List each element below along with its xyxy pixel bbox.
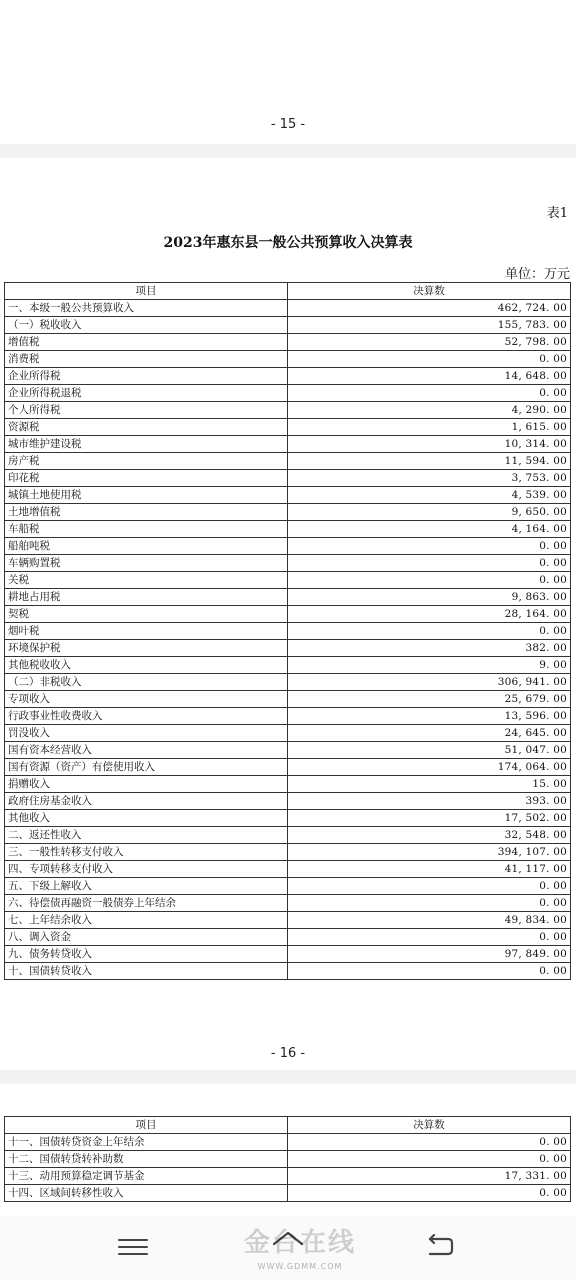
table-row xyxy=(5,402,571,419)
row-value: 0. 00 xyxy=(288,555,571,572)
row-value: 4, 539. 00 xyxy=(288,487,571,504)
row-value: 10, 314. 00 xyxy=(288,436,571,453)
row-item: 政府住房基金收入 xyxy=(5,793,288,810)
row-item: 企业所得税退税 xyxy=(5,385,288,402)
header-value: 决算数 xyxy=(288,1117,571,1134)
table-row xyxy=(5,606,571,623)
row-item: 国有资本经营收入 xyxy=(5,742,288,759)
table-header-row xyxy=(5,1117,571,1134)
row-value: 394, 107. 00 xyxy=(288,844,571,861)
row-value: 3, 753. 00 xyxy=(288,470,571,487)
row-value: 382. 00 xyxy=(288,640,571,657)
table-row xyxy=(5,1168,571,1185)
table-row xyxy=(5,555,571,572)
row-item: 船舶吨税 xyxy=(5,538,288,555)
watermark-logo: 金台在线 xyxy=(243,1228,356,1258)
table-row xyxy=(5,351,571,368)
table-header-row xyxy=(5,283,571,300)
row-value: 9, 863. 00 xyxy=(288,589,571,606)
table-row xyxy=(5,1134,571,1151)
row-item: 印花税 xyxy=(5,470,288,487)
row-value: 11, 594. 00 xyxy=(288,453,571,470)
row-item: 十一、国债转贷资金上年结余 xyxy=(5,1134,288,1151)
document-title: 2023年惠东县一般公共预算收入决算表 xyxy=(163,235,413,251)
table-row xyxy=(5,640,571,657)
row-value: 0. 00 xyxy=(288,385,571,402)
table-row xyxy=(5,725,571,742)
table-row xyxy=(5,946,571,963)
row-value: 28, 164. 00 xyxy=(288,606,571,623)
row-item: 车辆购置税 xyxy=(5,555,288,572)
row-item: 十、国债转贷收入 xyxy=(5,963,288,980)
table-row xyxy=(5,453,571,470)
unit-label: 单位：万元 xyxy=(504,267,570,282)
table-row xyxy=(5,334,571,351)
row-value: 0. 00 xyxy=(288,623,571,640)
table-row xyxy=(5,385,571,402)
revenue-table-continued xyxy=(4,1116,571,1202)
page-number-16: - 16 - xyxy=(270,1046,306,1061)
table-row xyxy=(5,878,571,895)
table-row xyxy=(5,589,571,606)
row-item: 消费税 xyxy=(5,351,288,368)
row-item: 一、本级一般公共预算收入 xyxy=(5,300,288,317)
table-row xyxy=(5,691,571,708)
row-item: 五、下级上解收入 xyxy=(5,878,288,895)
table-body xyxy=(5,1134,571,1202)
row-value: 32, 548. 00 xyxy=(288,827,571,844)
row-value: 13, 596. 00 xyxy=(288,708,571,725)
row-value: 25, 679. 00 xyxy=(288,691,571,708)
menu-icon[interactable] xyxy=(118,1234,148,1260)
row-item: 行政事业性收费收入 xyxy=(5,708,288,725)
table-body xyxy=(5,300,571,980)
back-icon[interactable] xyxy=(424,1234,456,1260)
table-row xyxy=(5,844,571,861)
table-tag: 表1 xyxy=(546,206,568,221)
row-value: 17, 502. 00 xyxy=(288,810,571,827)
row-item: 七、上年结余收入 xyxy=(5,912,288,929)
row-item: （二）非税收入 xyxy=(5,674,288,691)
row-item: 土地增值税 xyxy=(5,504,288,521)
row-item: 城市维护建设税 xyxy=(5,436,288,453)
table-row xyxy=(5,538,571,555)
table-row xyxy=(5,419,571,436)
table-row xyxy=(5,504,571,521)
row-value: 306, 941. 00 xyxy=(288,674,571,691)
table-row xyxy=(5,1185,571,1202)
row-value: 9, 650. 00 xyxy=(288,504,571,521)
row-value: 0. 00 xyxy=(288,1134,571,1151)
row-value: 0. 00 xyxy=(288,351,571,368)
table-row xyxy=(5,708,571,725)
row-value: 0. 00 xyxy=(288,963,571,980)
row-item: 耕地占用税 xyxy=(5,589,288,606)
row-item: 捐赠收入 xyxy=(5,776,288,793)
row-value: 41, 117. 00 xyxy=(288,861,571,878)
row-item: 八、调入资金 xyxy=(5,929,288,946)
row-value: 0. 00 xyxy=(288,929,571,946)
table-row xyxy=(5,861,571,878)
table-row xyxy=(5,776,571,793)
row-item: 资源税 xyxy=(5,419,288,436)
row-item: （一）税收收入 xyxy=(5,317,288,334)
row-value: 0. 00 xyxy=(288,895,571,912)
row-value: 14, 648. 00 xyxy=(288,368,571,385)
revenue-table xyxy=(4,282,571,980)
row-item: 九、债务转贷收入 xyxy=(5,946,288,963)
table-row xyxy=(5,810,571,827)
row-item: 二、返还性收入 xyxy=(5,827,288,844)
row-item: 增值税 xyxy=(5,334,288,351)
row-value: 9. 00 xyxy=(288,657,571,674)
row-value: 393. 00 xyxy=(288,793,571,810)
row-value: 4, 290. 00 xyxy=(288,402,571,419)
previous-page xyxy=(0,0,576,144)
row-value: 15. 00 xyxy=(288,776,571,793)
table-row xyxy=(5,470,571,487)
table-row xyxy=(5,572,571,589)
table-row xyxy=(5,759,571,776)
row-item: 环境保护税 xyxy=(5,640,288,657)
table-row xyxy=(5,368,571,385)
table-row xyxy=(5,742,571,759)
header-value: 决算数 xyxy=(288,283,571,300)
table-row xyxy=(5,487,571,504)
row-value: 0. 00 xyxy=(288,1151,571,1168)
row-value: 97, 849. 00 xyxy=(288,946,571,963)
row-value: 17, 331. 00 xyxy=(288,1168,571,1185)
table-row xyxy=(5,436,571,453)
row-value: 0. 00 xyxy=(288,1185,571,1202)
watermark-url: WWW.GDMM.COM xyxy=(257,1262,343,1271)
row-item: 城镇土地使用税 xyxy=(5,487,288,504)
row-item: 企业所得税 xyxy=(5,368,288,385)
row-item: 四、专项转移支付收入 xyxy=(5,861,288,878)
row-value: 0. 00 xyxy=(288,572,571,589)
table-row xyxy=(5,963,571,980)
row-item: 三、一般性转移支付收入 xyxy=(5,844,288,861)
row-item: 关税 xyxy=(5,572,288,589)
table-row xyxy=(5,521,571,538)
table-row xyxy=(5,623,571,640)
row-value: 51, 047. 00 xyxy=(288,742,571,759)
row-value: 49, 834. 00 xyxy=(288,912,571,929)
row-item: 烟叶税 xyxy=(5,623,288,640)
row-item: 罚没收入 xyxy=(5,725,288,742)
row-item: 其他税收收入 xyxy=(5,657,288,674)
row-item: 个人所得税 xyxy=(5,402,288,419)
row-value: 52, 798. 00 xyxy=(288,334,571,351)
page-number-15: - 15 - xyxy=(270,117,306,132)
row-item: 专项收入 xyxy=(5,691,288,708)
row-value: 24, 645. 00 xyxy=(288,725,571,742)
row-item: 车船税 xyxy=(5,521,288,538)
table-row xyxy=(5,912,571,929)
row-value: 174, 064. 00 xyxy=(288,759,571,776)
row-value: 0. 00 xyxy=(288,538,571,555)
table-row xyxy=(5,317,571,334)
row-item: 其他收入 xyxy=(5,810,288,827)
row-item: 国有资源（资产）有偿使用收入 xyxy=(5,759,288,776)
table-row xyxy=(5,674,571,691)
row-item: 十三、动用预算稳定调节基金 xyxy=(5,1168,288,1185)
table-row xyxy=(5,929,571,946)
header-item: 项目 xyxy=(5,1117,288,1134)
row-value: 0. 00 xyxy=(288,878,571,895)
table-row xyxy=(5,827,571,844)
row-item: 契税 xyxy=(5,606,288,623)
header-item: 项目 xyxy=(5,283,288,300)
row-item: 十二、国债转贷转补助数 xyxy=(5,1151,288,1168)
row-value: 155, 783. 00 xyxy=(288,317,571,334)
row-value: 4, 164. 00 xyxy=(288,521,571,538)
row-item: 十四、区域间转移性收入 xyxy=(5,1185,288,1202)
table-row xyxy=(5,300,571,317)
table-row xyxy=(5,895,571,912)
table-row xyxy=(5,793,571,810)
row-item: 房产税 xyxy=(5,453,288,470)
row-value: 1, 615. 00 xyxy=(288,419,571,436)
table-row xyxy=(5,657,571,674)
row-value: 462, 724. 00 xyxy=(288,300,571,317)
row-item: 六、待偿债再融资一般债券上年结余 xyxy=(5,895,288,912)
table-row xyxy=(5,1151,571,1168)
